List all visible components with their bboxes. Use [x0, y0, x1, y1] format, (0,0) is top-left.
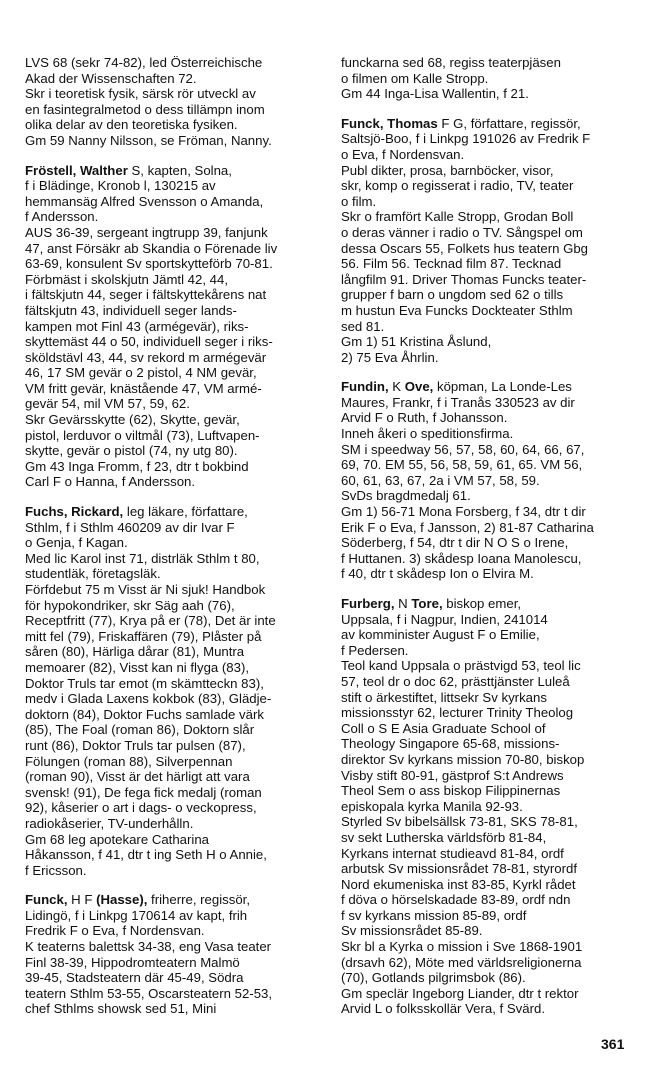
entry-text: Med lic Karol inst 71, distrläk Sthlm t 80, [25, 550, 260, 566]
text-line [341, 923, 639, 939]
entry-headword: Fröstell, Walther [25, 162, 128, 178]
entry-text: episkopala kyrka Manila 92-93. [341, 798, 523, 814]
entry-text: direktor Sv kyrkans mission 70-80, biskop [341, 751, 585, 767]
text-line [25, 892, 323, 908]
entry-text: 56. Film 56. Tecknad film 87. Tecknad [341, 256, 562, 272]
text-line [341, 830, 639, 846]
text-line [341, 272, 639, 288]
text-line [25, 459, 323, 475]
text-line [25, 1001, 323, 1017]
entry-text: Visby stift 80-91, gästprof S:t Andrews [341, 767, 564, 783]
text-line [25, 396, 323, 412]
entry-text: grupper f barn o ungdom sed 62 o tills [341, 287, 564, 303]
text-line [341, 892, 639, 908]
text-line [341, 71, 639, 87]
text-line [25, 660, 323, 676]
entry-text: o Eva, f Nordensvan. [341, 146, 465, 162]
text-line [25, 272, 323, 288]
entry [25, 55, 323, 149]
entry-text: 57, teol dr o doc 62, prästtjänster Luleå [341, 673, 570, 689]
text-line [341, 783, 639, 799]
entry-text: skr, komp o regisserat i radio, TV, teater [341, 178, 574, 194]
entry-text: VM fritt gevär, knästående 47, VM armé- [25, 380, 262, 396]
text-line [341, 799, 639, 815]
entry-text: svensk! (91), De fega fick medalj (roman [25, 784, 262, 800]
entry-text: Maures, Frankr, f i Tranås 330523 av dir [341, 394, 575, 410]
entry-text: Doktor Truls tar emot (m skämtteckn 83), [25, 675, 264, 691]
entry-text: såren (80), Härliga dårar (81), Muntra [25, 644, 245, 660]
entry-text: Publ dikter, prosa, barnböcker, visor, [341, 162, 554, 178]
text-line [341, 457, 639, 473]
text-line [25, 863, 323, 879]
entry-text: 92), kåserier o art i dags- o veckopress, [25, 800, 257, 816]
text-line [25, 629, 323, 645]
text-line [25, 225, 323, 241]
entry-text: 63-69, konsulent Sv sportskytteförb 70-81. [25, 256, 273, 272]
text-line [25, 334, 323, 350]
text-line [341, 551, 639, 567]
text-line [341, 752, 639, 768]
text-line [25, 443, 323, 459]
entry [25, 892, 323, 1017]
text-line [341, 488, 639, 504]
text-line [25, 707, 323, 723]
text-line [341, 225, 639, 241]
entry-text: f Pedersen. [341, 642, 409, 658]
text-line [25, 117, 323, 133]
text-line [25, 722, 323, 738]
text-line [341, 861, 639, 877]
text-line [341, 178, 639, 194]
text-line [341, 596, 639, 612]
entry-text: Skr i teoretisk fysik, särsk rör utveckl av [25, 86, 256, 102]
entry-text: missionsstyr 62, lecturer Trinity Theolog [341, 705, 574, 721]
entry-headword-given-name: Tore, [411, 596, 443, 611]
text-line [25, 551, 323, 567]
text-line [25, 520, 323, 536]
entry-text: Sthlm, f i Sthlm 460209 av dir Ivar F [25, 519, 235, 535]
text-line [341, 410, 639, 426]
text-line [341, 350, 639, 366]
entry-text: Gm speclär Ingeborg Liander, dtr t rektor [341, 985, 579, 1001]
entry-text: friherre, regissör, [147, 892, 250, 908]
text-line [341, 319, 639, 335]
text-line [341, 705, 639, 721]
text-line [25, 86, 323, 102]
entry-text: mitt fel (79), Friskaffären (79), Plåster på [25, 628, 262, 644]
text-line [25, 769, 323, 785]
entry-text: Inneh åkeri o speditionsfirma. [341, 426, 514, 442]
entry-text: S, kapten, Solna, [127, 162, 232, 178]
entry-text: biskop emer, [442, 596, 522, 611]
entry-text: Arvid L o folksskollär Vera, f Svärd. [341, 1001, 545, 1017]
text-line [25, 955, 323, 971]
text-line [25, 102, 323, 118]
text-line [25, 504, 323, 520]
entry-text: Kyrkans internat studieavd 81-84, ordf [341, 845, 564, 861]
entry-text: kampen mot Finl 43 (armégevär), riks- [25, 318, 249, 334]
text-line [25, 613, 323, 629]
text-line [341, 256, 639, 272]
text-line [25, 754, 323, 770]
text-line [25, 350, 323, 366]
text-line [25, 582, 323, 598]
entry-text: studentläk, företagsläk. [25, 566, 161, 582]
entry-text: m hustun Eva Funcks Dockteater Sthlm [341, 302, 573, 318]
text-line [341, 86, 639, 102]
entry-text: Lidingö, f i Linkpg 170614 av kapt, frih [25, 907, 248, 923]
entry-text: Skr bl a Kyrka o mission i Sve 1868-1901 [341, 939, 583, 955]
entry-text: Förbmäst i skolskjutn Jämtl 42, 44, [25, 271, 229, 287]
text-line [25, 55, 323, 71]
entry-text: N [394, 596, 412, 611]
text-line [341, 334, 639, 350]
text-line [341, 209, 639, 225]
text-line [25, 676, 323, 692]
entry-headword: Fuchs, Rickard, [25, 504, 124, 520]
entry-text: LVS 68 (sekr 74-82), led Österreichische [25, 55, 263, 70]
text-line [25, 785, 323, 801]
text-line [25, 428, 323, 444]
entry-text: Receptfritt (77), Krya på er (78), Det är inte [25, 613, 276, 629]
entry-text: Skr Gevärsskytte (62), Skytte, gevär, [25, 412, 240, 428]
entry-text: o Genja, f Kagan. [25, 535, 128, 551]
entry-text: Carl F o Hanna, f Andersson. [25, 474, 196, 490]
entry-text: f i Blädinge, Kronob l, 130215 av [25, 178, 216, 194]
text-line [341, 814, 639, 830]
text-line [341, 426, 639, 442]
entry-text: Gm 44 Inga-Lisa Wallentin, f 21. [341, 86, 529, 102]
text-line [25, 535, 323, 551]
text-line [341, 147, 639, 163]
entry-text: 2) 75 Eva Åhrlin. [341, 349, 439, 365]
text-line [341, 908, 639, 924]
entry-text: Gm 1) 51 Kristina Åslund, [341, 334, 492, 350]
entry-text: Saltsjö-Boo, f i Linkpg 191026 av Fredrik F [341, 131, 591, 147]
entry-text: Teol kand Uppsala o prästvigd 53, teol lic [341, 658, 581, 674]
entry-headword: Funck, [25, 892, 68, 908]
text-line [25, 256, 323, 272]
entry-text: Theol Sem o ass biskop Filippinernas [341, 783, 561, 799]
text-line [25, 939, 323, 955]
text-line [25, 923, 323, 939]
text-line [341, 131, 639, 147]
entry-text: skyttemäst 44 o 50, individuell seger i riks- [25, 334, 273, 350]
text-line [341, 504, 639, 520]
entry-text: SvDs bragdmedalj 61. [341, 488, 471, 504]
entry-text: f 40, dtr t skådesp Ion o Elvira M. [341, 566, 534, 582]
entry-text: dessa Oscars 55, Folkets hus teatern Gbg [341, 240, 589, 256]
entry-headword-given-name: Ove, [404, 379, 434, 395]
entry-text: leg läkare, författare, [123, 504, 248, 520]
text-line [341, 768, 639, 784]
text-line [25, 738, 323, 754]
entry-text: en fasintegralmetod o dess tillämpn inom [25, 101, 265, 117]
entry-text: Gm 68 leg apotekare Catharina [25, 831, 210, 847]
text-line [341, 955, 639, 971]
entry-text: radiokåserier, TV-underhålln. [25, 815, 194, 831]
entry-text: o deras vänner i radio o TV. Sångspel om [341, 224, 583, 240]
text-line [25, 209, 323, 225]
text-line [341, 721, 639, 737]
text-line [341, 627, 639, 643]
text-line [25, 194, 323, 210]
entry-text: hemmansäg Alfred Svensson o Amanda, [25, 193, 264, 209]
entry-text: Uppsala, f i Nagpur, Indien, 241014 [341, 611, 548, 627]
text-line [25, 474, 323, 490]
entry-text: Gm 59 Nanny Nilsson, se Fröman, Nanny. [25, 132, 272, 148]
entry-text: Finl 38-39, Hippodromteatern Malmö [25, 954, 240, 970]
text-line [341, 736, 639, 752]
entry-headword-given-name: (Hasse), [96, 892, 148, 908]
entry-text: Sv missionsrådet 85-89. [341, 923, 483, 939]
entry-text: Förfdebut 75 m Visst är Ni sjuk! Handbok [25, 582, 266, 597]
entry-text: AUS 36-39, sergeant ingtrupp 39, fanjunk [25, 224, 268, 240]
text-line [341, 566, 639, 582]
text-line [341, 241, 639, 257]
text-line [25, 816, 323, 832]
entry-text: o filmen om Kalle Stropp. [341, 70, 489, 86]
entry-text: doktorn (84), Doktor Fuchs samlade värk [25, 706, 264, 722]
entry-text: 39-45, Stadsteatern där 45-49, Södra [25, 970, 244, 986]
entry-text: f sv kyrkans mission 85-89, ordf [341, 907, 527, 923]
text-line [341, 535, 639, 551]
text-line [25, 133, 323, 149]
entry-text: Theology Singapore 65-68, missions- [341, 736, 560, 752]
left-column [25, 55, 323, 1031]
entry-text: Erik F o Eva, f Jansson, 2) 81-87 Catharina [341, 519, 594, 535]
text-line [25, 365, 323, 381]
text-line [25, 287, 323, 303]
entry-text: gevär 54, mil VM 57, 59, 62. [25, 396, 190, 412]
entry-text: (roman 90), Visst är det härligt att vara [25, 769, 250, 785]
entry-text: Nord ekumeniska inst 83-85, Kyrkl rådet [341, 876, 576, 892]
entry-text: (85), The Foal (roman 86), Doktorn slår [25, 722, 255, 738]
entry-text: skytte, gevär o pistol (74, ny utg 80). [25, 443, 238, 459]
text-line [341, 986, 639, 1002]
text-line [341, 939, 639, 955]
entry-text: f Huttanen. 3) skådesp Ioana Manolescu, [341, 550, 582, 566]
entry-text: medv i Glada Laxens kokbok (83), Glädje- [25, 691, 272, 707]
entry-headword: Furberg, [341, 596, 395, 611]
entry-headword: Funck, Thomas [341, 115, 438, 131]
text-line [341, 379, 639, 395]
entry-text: sv sekt Lutherska världsförb 81-84, [341, 829, 547, 845]
entry-text: (70), Gotlands pilgrimsbok (86). [341, 970, 526, 986]
entry [25, 504, 323, 878]
entry-text: stift o ärkestiftet, littsekr Sv kyrkans [341, 689, 547, 705]
text-line [25, 163, 323, 179]
entry-text: sed 81. [341, 318, 385, 334]
entry-headword: Fundin, [341, 379, 389, 395]
text-line [25, 303, 323, 319]
text-line [341, 612, 639, 628]
entry-text: olika delar av den teoretiska fysiken. [25, 117, 238, 133]
text-line [341, 116, 639, 132]
text-line [341, 303, 639, 319]
entry-text: H F [67, 892, 97, 908]
page-number: 361 [601, 1036, 625, 1052]
entry-text: (drsavh 62), Möte med världsreligionerna [341, 954, 582, 970]
entry-text: o film. [341, 193, 377, 209]
entry-text: arbutsk Sv missionsrådet 78-81, styrordf [341, 861, 578, 877]
entry-text: memoarer (82), Visst kan ni flyga (83), [25, 659, 250, 675]
entry-text: Akad der Wissenschaften 72. [25, 70, 197, 86]
text-line [25, 800, 323, 816]
right-column [341, 55, 639, 1031]
entry-text: Arvid F o Ruth, f Johansson. [341, 410, 508, 426]
entry-text: Styrled Sv bibelsällsk 73-81, SKS 78-81, [341, 814, 578, 830]
text-line [25, 908, 323, 924]
text-line [341, 846, 639, 862]
entry-text: Fölungen (roman 88), Silverpennan [25, 753, 233, 769]
entry-text: f Andersson. [25, 209, 99, 225]
text-line [25, 381, 323, 397]
entry-text: funckarna sed 68, regiss teaterpjäsen [341, 55, 561, 70]
text-line [341, 473, 639, 489]
entry-text: långfilm 91. Driver Thomas Funcks teater- [341, 271, 587, 287]
entry-text: f Ericsson. [25, 862, 87, 878]
text-line [341, 520, 639, 536]
entry-text: 69, 70. EM 55, 56, 58, 59, 61, 65. VM 56, [341, 457, 583, 473]
entry [341, 116, 639, 366]
text-line [341, 287, 639, 303]
entry-text: sköldstävl 43, 44, sv rekord m armégevär [25, 349, 267, 365]
text-line [341, 55, 639, 71]
entry-text: f döva o hörselskadade 83-89, ordf ndn [341, 892, 571, 908]
text-line [341, 1001, 639, 1017]
entry-text: K [388, 379, 405, 395]
text-line [341, 690, 639, 706]
text-line [25, 644, 323, 660]
entry-text: 46, 17 SM gevär o 2 pistol, 4 NM gevär, [25, 365, 257, 381]
text-line [25, 71, 323, 87]
text-line [25, 319, 323, 335]
entry-text: Coll o S E Asia Graduate School of [341, 720, 546, 736]
entry-text: för hypokondriker, skr Säg aah (76), [25, 597, 235, 613]
entry-text: Håkansson, f 41, dtr t ing Seth H o Annie, [25, 847, 267, 863]
text-line [341, 395, 639, 411]
entry-text: Gm 1) 56-71 Mona Forsberg, f 34, dtr t dir [341, 504, 586, 520]
entry-text: chef Sthlms showsk sed 51, Mini [25, 1001, 217, 1017]
entry-text: F G, författare, regissör, [437, 115, 581, 131]
text-line [341, 442, 639, 458]
entry [341, 596, 639, 1017]
text-line [25, 691, 323, 707]
text-line [341, 658, 639, 674]
entry-text: i fältskjutn 44, seger i fältskyttekårens nat [25, 287, 267, 303]
text-line [25, 178, 323, 194]
text-line [341, 643, 639, 659]
text-line [341, 877, 639, 893]
entry-text: Skr o framfört Kalle Stropp, Grodan Boll [341, 209, 574, 225]
text-line [25, 986, 323, 1002]
entry-text: pistol, lerduvor o viltmål (73), Luftvapen- [25, 427, 260, 443]
text-line [25, 412, 323, 428]
entry-text: Gm 43 Inga Fromm, f 23, dtr t bokbind [25, 458, 249, 474]
entry-text: 60, 61, 63, 67, 2a i VM 57, 58, 59. [341, 472, 540, 488]
text-line [341, 674, 639, 690]
entry-text: K teaterns balettsk 34-38, eng Vasa teater [25, 939, 272, 955]
entry-text: teatern Sthlm 53-55, Oscarsteatern 52-53, [25, 985, 273, 1001]
text-line [25, 970, 323, 986]
text-line [341, 194, 639, 210]
entry-text: runt (86), Doktor Truls tar pulsen (87), [25, 737, 246, 753]
entry [25, 163, 323, 490]
entry-text: 47, anst Försäkr ab Skandia o Förenade liv [25, 240, 278, 256]
text-line [25, 566, 323, 582]
text-line [25, 598, 323, 614]
entry [341, 379, 639, 582]
entry [341, 55, 639, 102]
text-line [341, 163, 639, 179]
entry-text: köpman, La Londe-Les [433, 379, 572, 395]
text-line [341, 970, 639, 986]
text-line [25, 847, 323, 863]
text-line [25, 241, 323, 257]
entry-text: SM i speedway 56, 57, 58, 60, 64, 66, 67, [341, 441, 585, 457]
entry-text: av komminister August F o Emilie, [341, 627, 540, 643]
entry-text: Söderberg, f 54, dtr t dir N O S o Irene, [341, 535, 569, 551]
entry-text: Fredrik F o Eva, f Nordensvan. [25, 923, 205, 939]
entry-text: fältskjutn 43, individuell seger lands- [25, 302, 237, 318]
text-line [25, 832, 323, 848]
